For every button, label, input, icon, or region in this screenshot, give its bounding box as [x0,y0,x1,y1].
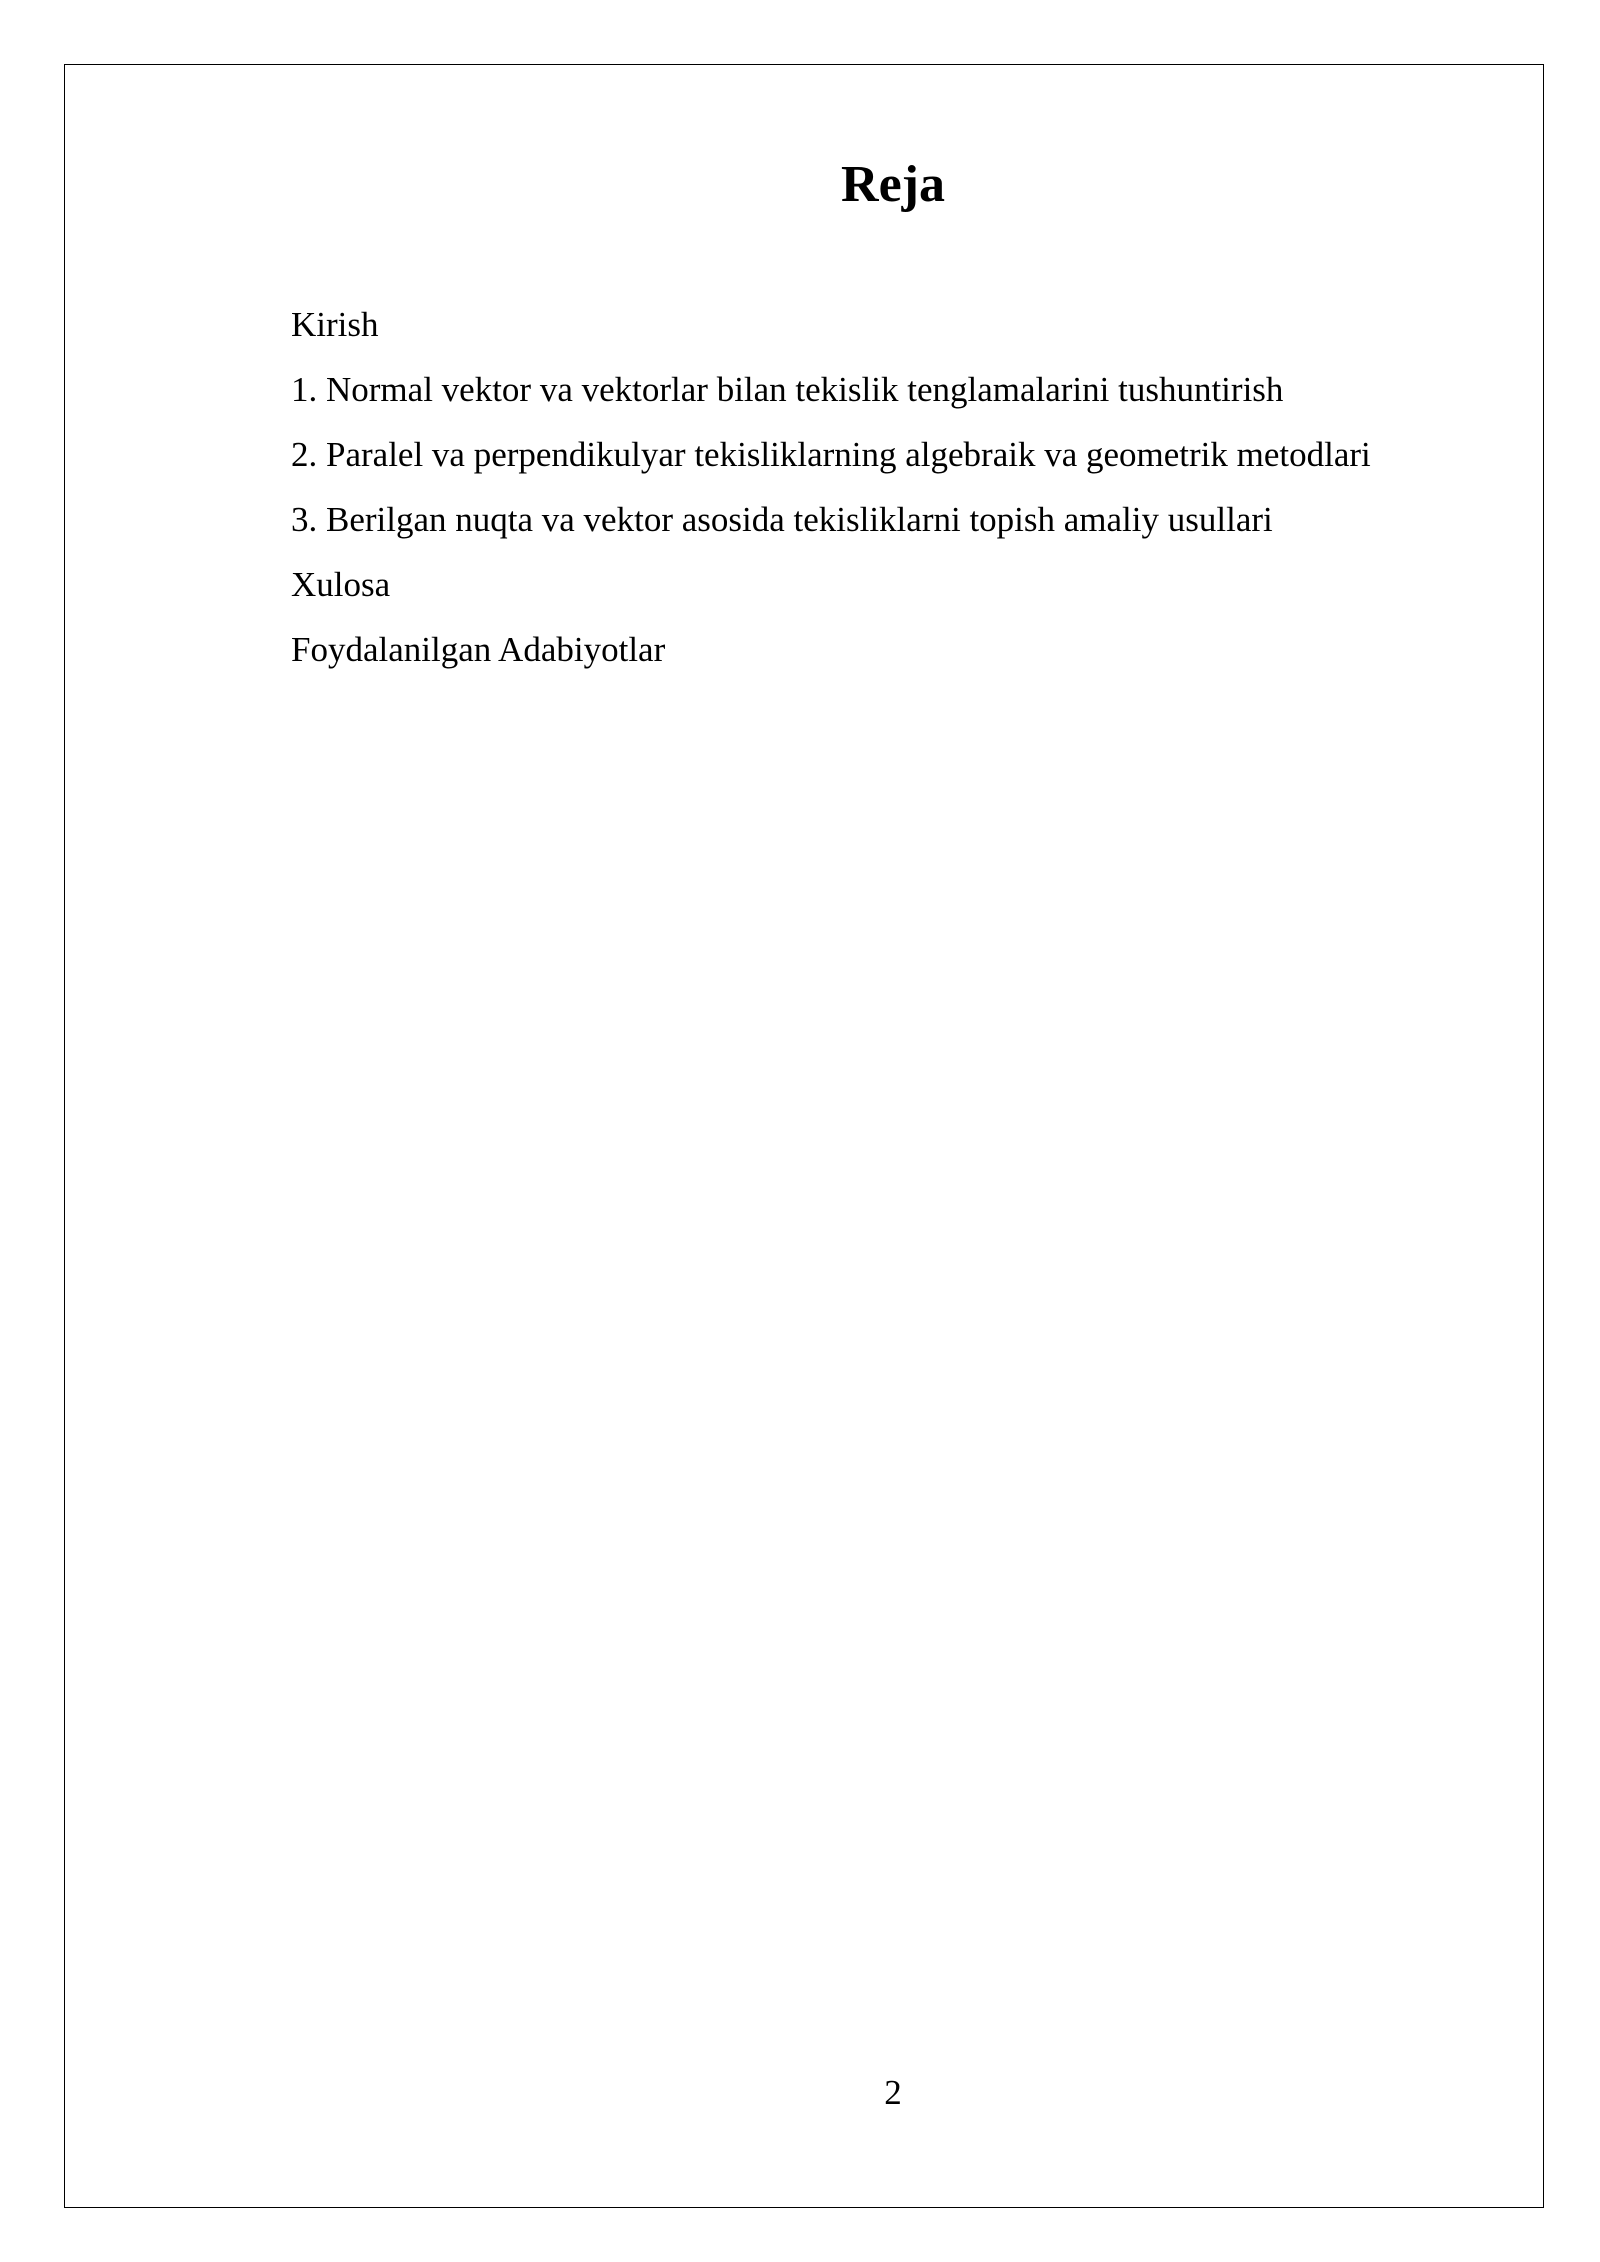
toc-item-3: 3. Berilgan nuqta va vektor asosida tekisliklarni topish amaliy usullari [291,500,1273,539]
toc-item-kirish: Kirish [291,305,379,344]
page-title: Reja [841,156,945,213]
page-number: 2 [884,2073,902,2112]
table-of-contents [291,292,1531,682]
toc-item-1: 1. Normal vektor va vektorlar bilan tekislik tenglamalarini tushuntirish [291,370,1284,409]
toc-item-2: 2. Paralel va perpendikulyar tekisliklarning algebraik va geometrik metodlari [291,435,1371,474]
toc-item-xulosa: Xulosa [291,565,391,604]
toc-item-adabiyotlar: Foydalanilgan Adabiyotlar [291,630,666,669]
